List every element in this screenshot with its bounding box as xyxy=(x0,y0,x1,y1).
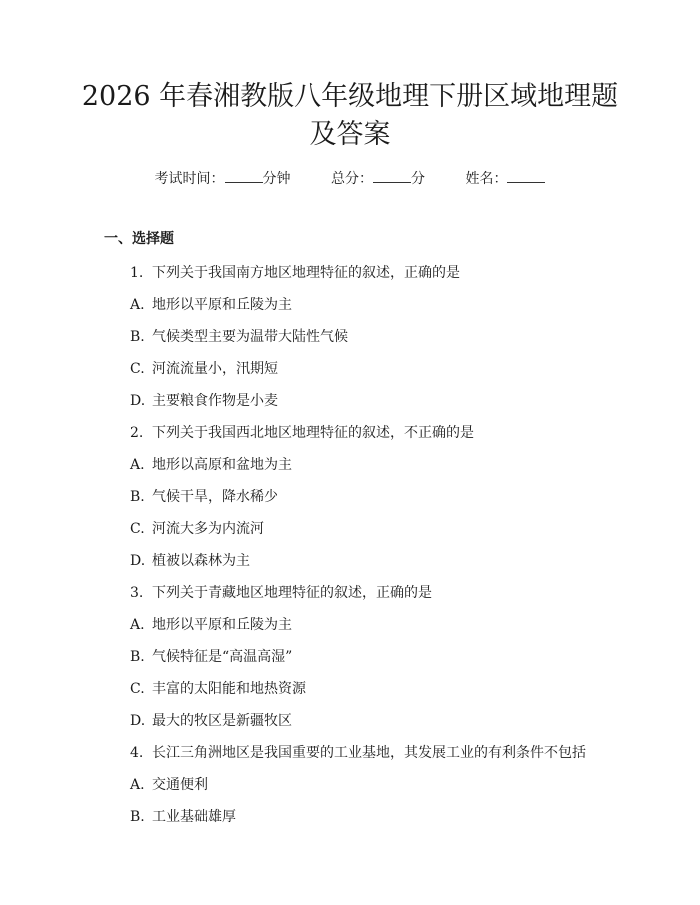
student-name-blank xyxy=(507,172,545,183)
question-1 xyxy=(130,262,460,282)
section-title: 一、选择题 xyxy=(104,231,174,247)
total-score xyxy=(331,168,425,188)
question-2 xyxy=(130,422,474,442)
title-line-2: 及答案 xyxy=(309,119,391,150)
question-3 xyxy=(130,582,432,602)
total-score-unit: 分 xyxy=(411,171,425,187)
student-name xyxy=(465,168,545,188)
option-text: 河流流量小，汛期短 xyxy=(152,361,278,377)
option-4b xyxy=(130,806,236,826)
question-4 xyxy=(130,742,586,762)
option-text: 气候特征是“高温高湿” xyxy=(152,649,293,665)
question-number: 1. xyxy=(130,265,144,281)
option-2b xyxy=(130,486,278,506)
title-line-1: 2026 年春湘教版八年级地理下册区域地理题 xyxy=(81,81,619,112)
option-letter: A. xyxy=(130,617,145,633)
option-text: 主要粮食作物是小麦 xyxy=(152,393,278,409)
option-letter: D. xyxy=(130,393,146,409)
option-letter: A. xyxy=(130,777,145,793)
option-2c xyxy=(130,518,264,538)
option-text: 工业基础雄厚 xyxy=(152,809,236,825)
exam-time xyxy=(155,168,291,188)
question-text: 长江三角洲地区是我国重要的工业基地，其发展工业的有利条件不包括 xyxy=(152,745,586,761)
option-letter: B. xyxy=(130,489,145,505)
option-4a xyxy=(130,774,208,794)
question-number: 4. xyxy=(130,745,144,761)
option-text: 植被以森林为主 xyxy=(152,553,250,569)
option-text: 气候类型主要为温带大陆性气候 xyxy=(152,329,348,345)
option-text: 河流大多为内流河 xyxy=(152,521,264,537)
total-score-blank xyxy=(373,172,411,183)
question-text: 下列关于我国西北地区地理特征的叙述，不正确的是 xyxy=(152,425,474,441)
option-letter: C. xyxy=(130,361,145,377)
option-1d xyxy=(130,390,278,410)
option-letter: B. xyxy=(130,809,145,825)
option-text: 地形以平原和丘陵为主 xyxy=(152,617,292,633)
option-letter: D. xyxy=(130,713,146,729)
option-3c xyxy=(130,678,306,698)
option-1a xyxy=(130,294,292,314)
exam-info xyxy=(0,168,700,188)
option-letter: C. xyxy=(130,681,145,697)
total-score-label: 总分： xyxy=(331,171,373,187)
exam-time-label: 考试时间： xyxy=(154,171,225,187)
question-number: 2. xyxy=(130,425,144,441)
option-2a xyxy=(130,454,292,474)
option-3a xyxy=(130,614,292,634)
option-3d xyxy=(130,710,292,730)
option-letter: C. xyxy=(130,521,145,537)
document-title xyxy=(60,78,640,154)
question-text: 下列关于我国南方地区地理特征的叙述，正确的是 xyxy=(152,265,460,281)
option-letter: A. xyxy=(130,297,145,313)
option-text: 地形以高原和盆地为主 xyxy=(152,457,292,473)
option-1c xyxy=(130,358,278,378)
option-1b xyxy=(130,326,348,346)
option-letter: A. xyxy=(130,457,145,473)
option-3b xyxy=(130,646,292,666)
exam-time-blank xyxy=(225,172,263,183)
question-text: 下列关于青藏地区地理特征的叙述，正确的是 xyxy=(152,585,432,601)
option-letter: B. xyxy=(130,649,145,665)
student-name-label: 姓名： xyxy=(465,171,508,187)
option-2d xyxy=(130,550,250,570)
option-text: 地形以平原和丘陵为主 xyxy=(152,297,292,313)
option-text: 气候干旱，降水稀少 xyxy=(152,489,278,505)
question-number: 3. xyxy=(130,585,144,601)
option-text: 丰富的太阳能和地热资源 xyxy=(152,681,306,697)
exam-time-unit: 分钟 xyxy=(262,171,291,187)
option-text: 最大的牧区是新疆牧区 xyxy=(152,713,292,729)
option-letter: D. xyxy=(130,553,146,569)
option-letter: B. xyxy=(130,329,145,345)
option-text: 交通便利 xyxy=(152,777,208,793)
